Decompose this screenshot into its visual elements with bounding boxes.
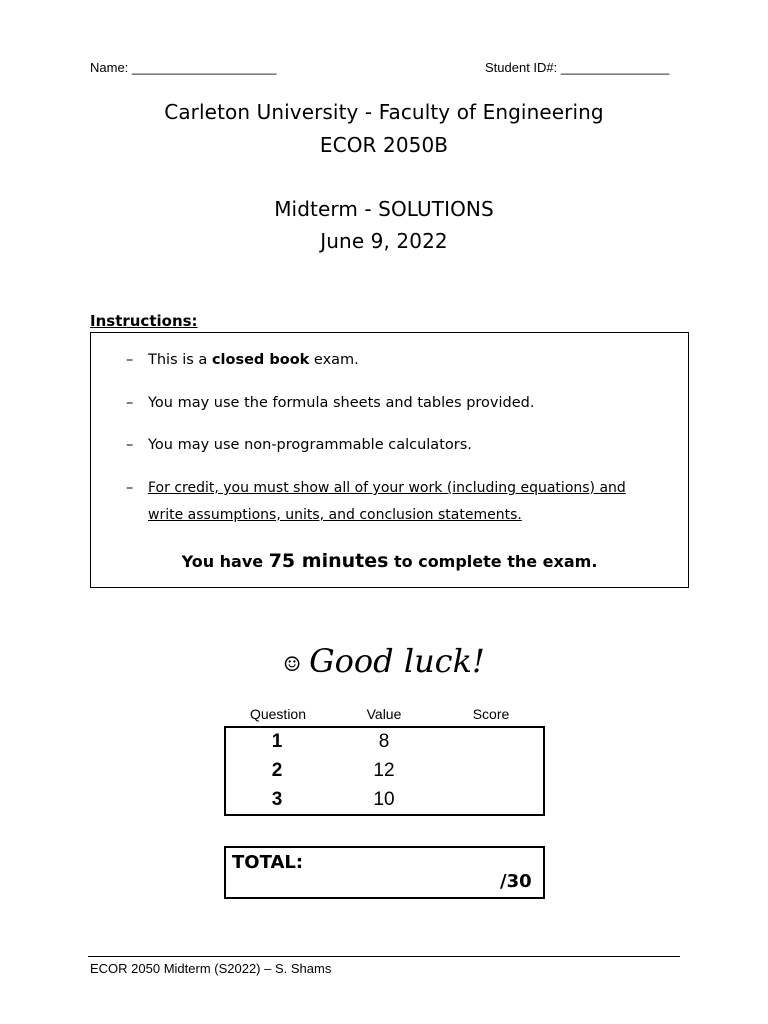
question-number: 1 xyxy=(271,731,283,752)
column-header-score: Score xyxy=(472,706,510,722)
exam-date: June 9, 2022 xyxy=(320,229,448,253)
student-id-field-label: Student ID#: _______________ xyxy=(485,60,670,75)
name-field-label: Name: ____________________ xyxy=(90,60,277,75)
total-label: TOTAL: xyxy=(232,852,304,873)
exam-duration: You have 75 minutes to complete the exam. xyxy=(181,550,598,572)
smiley-icon: ☺ xyxy=(283,651,302,676)
total-max-score: /30 xyxy=(500,871,532,892)
question-value: 10 xyxy=(373,789,395,810)
good-luck-message: ☺ Good luck! xyxy=(283,642,485,680)
footer-divider xyxy=(88,956,680,957)
question-value: 8 xyxy=(378,731,390,752)
closed-book-emphasis: closed book xyxy=(211,352,310,368)
university-title: Carleton University - Faculty of Engineering xyxy=(164,100,604,124)
question-number: 3 xyxy=(271,789,283,810)
question-number: 2 xyxy=(271,760,283,781)
instructions-heading: Instructions: xyxy=(90,312,198,330)
bullet-dash: – xyxy=(126,480,134,496)
column-header-value: Value xyxy=(366,706,402,722)
exam-title: Midterm - SOLUTIONS xyxy=(274,197,494,221)
footer-text: ECOR 2050 Midterm (S2022) – S. Shams xyxy=(90,961,332,976)
bullet-dash: – xyxy=(126,437,134,453)
bullet-dash: – xyxy=(126,395,134,411)
course-code: ECOR 2050B xyxy=(319,133,449,157)
question-value: 12 xyxy=(373,760,395,781)
duration-value: 75 xyxy=(268,550,296,572)
column-header-question: Question xyxy=(249,706,307,722)
bullet-dash: – xyxy=(126,352,134,368)
